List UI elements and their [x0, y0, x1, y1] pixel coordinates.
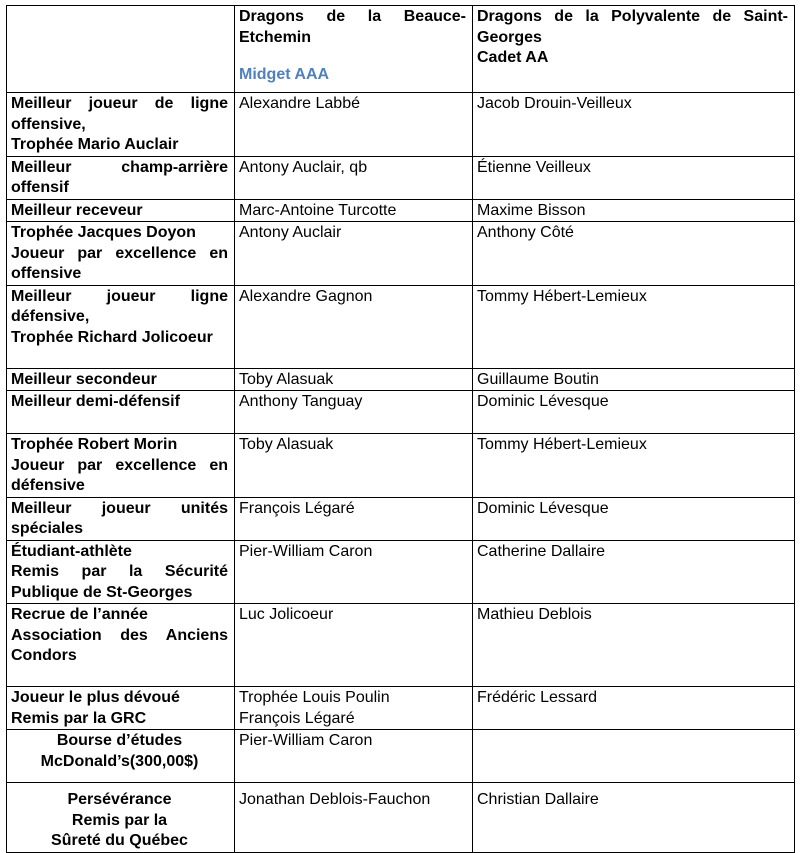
award-cell — [7, 730, 235, 783]
award-line: Trophée Jacques Doyon — [11, 224, 196, 241]
award-line: Sûreté du Québec — [51, 832, 188, 849]
midget-winner-cell — [235, 540, 473, 604]
award-line: Remis par la Sécurité Publique de St-Georges — [11, 563, 228, 601]
award-cell — [7, 604, 235, 687]
winner-name: Pier-William Caron — [239, 732, 373, 749]
award-line: Étudiant-athlète — [11, 542, 132, 560]
header-midget-cell — [235, 6, 473, 93]
winner-name: Maxime Bisson — [477, 201, 586, 219]
table-row — [7, 540, 795, 604]
table-row — [7, 434, 795, 498]
table-row — [7, 730, 795, 783]
table-row — [7, 687, 795, 730]
winner-name: Jonathan Deblois-Fauchon — [239, 791, 431, 808]
award-line: Bourse d’études — [56, 732, 183, 749]
award-line: Trophée Robert Morin — [11, 436, 178, 453]
winner-name: Étienne Veilleux — [477, 158, 591, 176]
awards-table — [6, 5, 795, 853]
winner-name: Antony Auclair, qb — [239, 158, 368, 176]
midget-winner-cell — [235, 285, 473, 368]
award-cell — [7, 434, 235, 498]
midget-winner-cell — [235, 604, 473, 687]
winner-name: Mathieu Deblois — [477, 606, 592, 623]
header-cadet-cell — [473, 6, 795, 93]
award-line: Meilleur joueur de ligne offensive, — [11, 95, 228, 133]
award-line: Meilleur secondeur — [11, 370, 157, 388]
award-cell — [7, 497, 235, 540]
midget-winner-cell — [235, 497, 473, 540]
award-cell — [7, 540, 235, 604]
table-row — [7, 604, 795, 687]
midget-winner-cell — [235, 93, 473, 157]
winner-name: Jacob Drouin-Veilleux — [477, 95, 632, 112]
award-line: Meilleur joueur unités spéciales — [11, 499, 228, 537]
winner-name: Dominic Lévesque — [477, 499, 609, 517]
winner-name: François Légaré — [239, 499, 355, 517]
cadet-winner-cell — [473, 222, 795, 286]
award-cell — [7, 285, 235, 368]
table-row — [7, 368, 795, 391]
winner-name: Catherine Dallaire — [477, 542, 606, 560]
cadet-winner-cell — [473, 730, 795, 783]
midget-winner-cell — [235, 730, 473, 783]
midget-winner-cell — [235, 391, 473, 434]
winner-name: Antony Auclair — [239, 224, 342, 241]
midget-winner-cell — [235, 434, 473, 498]
award-cell — [7, 391, 235, 434]
winner-name: Alexandre Labbé — [239, 95, 360, 112]
award-cell — [7, 368, 235, 391]
table-row — [7, 93, 795, 157]
winner-name: Marc-Antoine Turcotte — [239, 201, 397, 219]
cadet-winner-cell — [473, 199, 795, 222]
award-line: Recrue de l’année — [11, 606, 148, 623]
award-line: McDonald’s(300,00$) — [40, 752, 199, 770]
cadet-winner-cell — [473, 93, 795, 157]
award-line: Association des Anciens Condors — [11, 626, 228, 664]
award-cell — [7, 222, 235, 286]
award-cell — [7, 156, 235, 199]
table-row — [7, 199, 795, 222]
award-line: Persévérance — [67, 791, 172, 808]
cadet-team-title: Dragons de la Polyvalente de Saint-Georges — [477, 8, 788, 46]
award-line: Remis par la — [71, 811, 168, 829]
winner-name: Luc Jolicoeur — [239, 606, 334, 623]
winner-name: Frédéric Lessard — [477, 689, 598, 706]
cadet-winner-cell — [473, 540, 795, 604]
winner-name: Tommy Hébert-Lemieux — [477, 436, 647, 453]
midget-winner-cell — [235, 199, 473, 222]
table-row — [7, 156, 795, 199]
midget-winner-cell — [235, 222, 473, 286]
cadet-winner-cell — [473, 156, 795, 199]
cadet-winner-cell — [473, 687, 795, 730]
winner-name: Christian Dallaire — [477, 791, 599, 808]
cadet-winner-cell — [473, 285, 795, 368]
midget-team-title: Dragons de la Beauce-Etchemin — [239, 8, 466, 46]
winner-name: Alexandre Gagnon — [239, 287, 373, 305]
cadet-winner-cell — [473, 497, 795, 540]
midget-winner-cell — [235, 687, 473, 730]
winner-name: Toby Alasuak — [239, 436, 334, 453]
table-row — [7, 497, 795, 540]
award-line: Remis par la GRC — [11, 709, 147, 727]
midget-winner-cell — [235, 368, 473, 391]
award-cell — [7, 93, 235, 157]
cadet-winner-cell — [473, 434, 795, 498]
cadet-division-label: Cadet AA — [477, 49, 549, 66]
table-row — [7, 285, 795, 368]
midget-division-label: Midget AAA — [239, 66, 330, 83]
cadet-winner-cell — [473, 368, 795, 391]
award-line: Trophée Richard Jolicoeur — [11, 328, 213, 346]
table-row — [7, 391, 795, 434]
award-line: Joueur le plus dévoué — [11, 689, 180, 706]
winner-name: Trophée Louis Poulin — [239, 689, 390, 706]
award-line: Meilleur receveur — [11, 201, 143, 219]
table-row — [7, 222, 795, 286]
midget-winner-cell — [235, 156, 473, 199]
winner-name: Anthony Tanguay — [239, 393, 363, 410]
award-line: Meilleur champ-arrière offensif — [11, 158, 228, 196]
cadet-winner-cell — [473, 604, 795, 687]
winner-name: Anthony Côté — [477, 224, 574, 241]
award-line: Joueur par excellence en offensive — [11, 244, 228, 282]
award-cell — [7, 199, 235, 222]
winner-name: Toby Alasuak — [239, 370, 334, 388]
winner-name: Dominic Lévesque — [477, 393, 609, 410]
winner-name: Tommy Hébert-Lemieux — [477, 287, 647, 305]
award-line: Trophée Mario Auclair — [11, 136, 179, 153]
winner-name: Pier-William Caron — [239, 542, 373, 560]
award-cell — [7, 687, 235, 730]
award-line: Joueur par excellence en défensive — [11, 456, 228, 494]
winner-name: François Légaré — [239, 709, 355, 727]
header-empty-cell — [7, 6, 235, 93]
cadet-winner-cell — [473, 391, 795, 434]
winner-name: Guillaume Boutin — [477, 370, 599, 388]
award-line: Meilleur demi-défensif — [11, 393, 180, 410]
award-line: Meilleur joueur ligne défensive, — [11, 287, 228, 325]
header-row — [7, 6, 795, 93]
